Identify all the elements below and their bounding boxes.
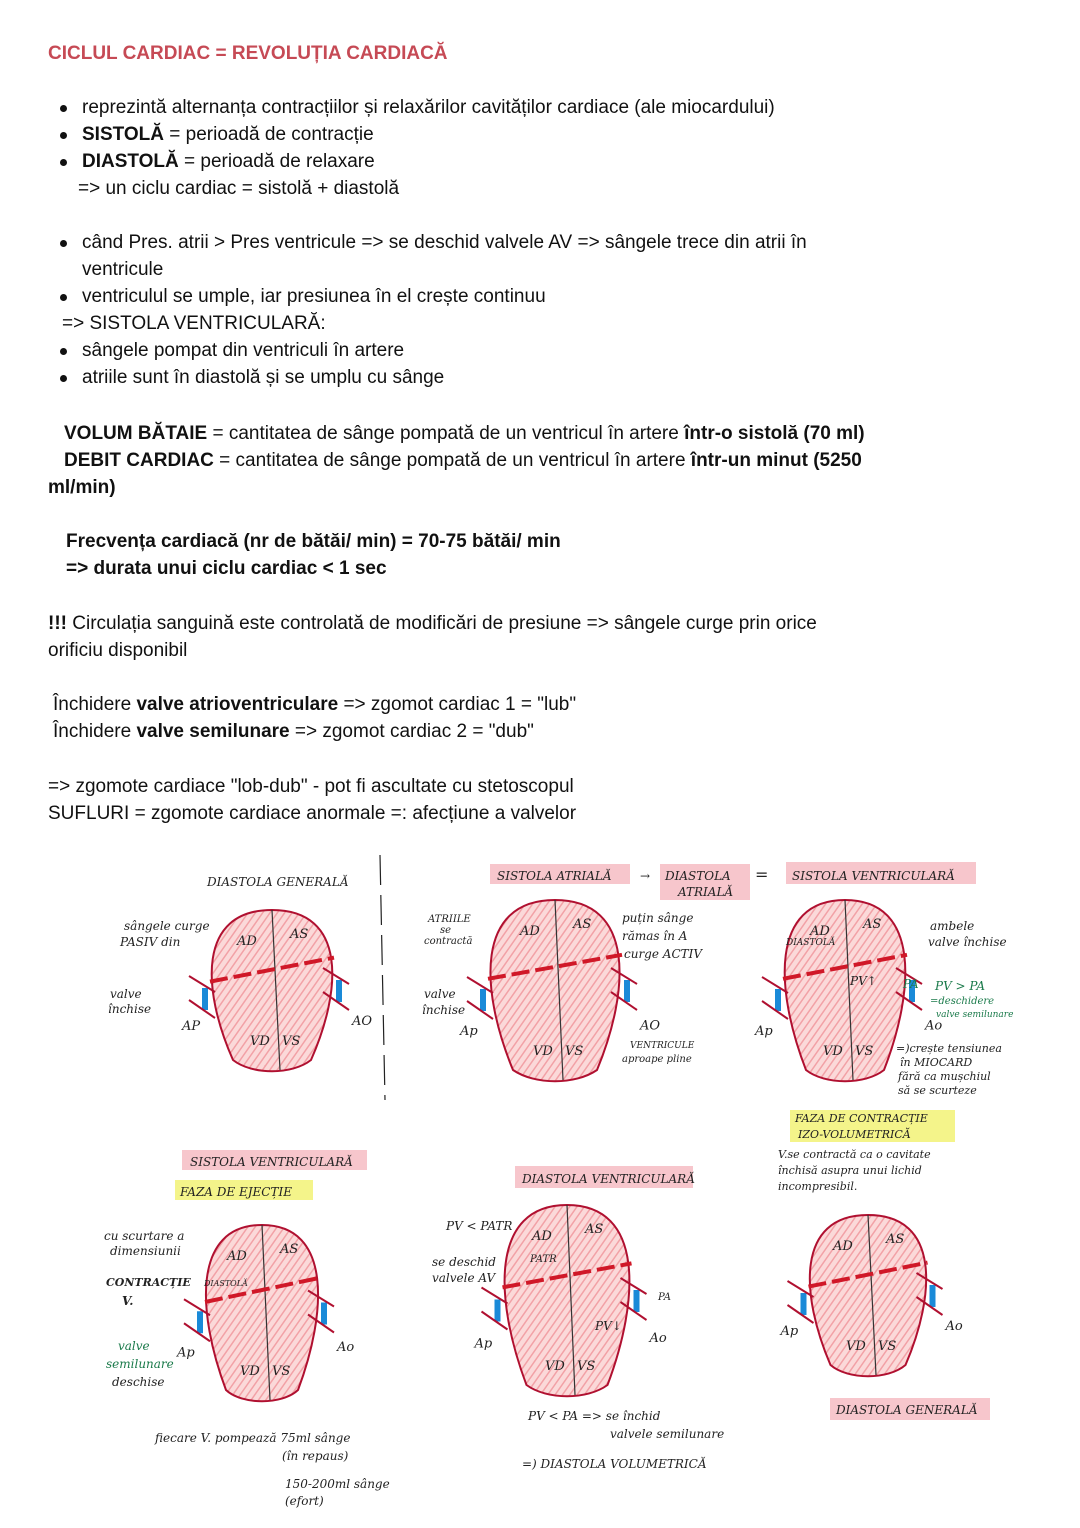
bullet-item: ventriculul se umple, iar presiunea în el crește continuu: [48, 283, 546, 310]
note: VENTRICULE: [630, 1041, 695, 1051]
svg-text:=: =: [755, 865, 769, 884]
value: ml/min): [48, 477, 116, 498]
debit-cardiac-cont: [48, 474, 116, 501]
chamber-label-vs: VS: [577, 1359, 596, 1374]
note: închisă asupra unui lichid: [778, 1164, 922, 1177]
note: valvele AV: [432, 1271, 496, 1285]
note: IZO-VOLUMETRICĂ: [798, 1128, 911, 1141]
note: (efort): [285, 1494, 324, 1508]
term: DEBIT CARDIAC: [64, 450, 214, 471]
chamber-label-as: AS: [886, 1232, 905, 1247]
chamber-label-as: AS: [290, 927, 309, 942]
heart-diagram-1: [181, 910, 372, 1071]
heart-cycle-diagrams: [0, 840, 1080, 1528]
note: PV < PATR: [446, 1219, 513, 1233]
term: DIASTOLĂ: [82, 151, 179, 172]
bullet-item: când Pres. atrii > Pres ventricule => se deschid valvele AV => sângele trece din atrii în: [48, 229, 807, 256]
note: rămas în A: [622, 929, 688, 943]
sistola-ventriculara-heading: => SISTOLA VENTRICULARĂ:: [62, 313, 326, 334]
svg-text:→: →: [640, 869, 651, 883]
note: ambele: [930, 919, 975, 933]
note: semilunare: [106, 1357, 174, 1371]
note: în MIOCARD: [900, 1056, 973, 1069]
note: DIASTOLA VENTRICULARĂ: [522, 1172, 695, 1186]
warning-mark: !!!: [48, 613, 67, 634]
note: curge ACTIV: [624, 947, 703, 961]
note: valvele semilunare: [610, 1427, 725, 1441]
chamber-label-ap: Ap: [460, 1024, 478, 1039]
durata-ciclu: => durata unui ciclu cardiac < 1 sec: [66, 558, 387, 579]
note: PATR: [530, 1254, 557, 1265]
chamber-label-ao: Ao: [945, 1319, 963, 1335]
chamber-label-ad: AD: [833, 1239, 853, 1254]
heart-diagram-6: [780, 1215, 963, 1376]
chamber-label-vd: VD: [545, 1359, 565, 1374]
cycle-definition: => un ciclu cardiac = sistolă + diastolă: [78, 178, 400, 199]
note: valve: [110, 987, 142, 1001]
chamber-label-vs: VS: [282, 1034, 301, 1049]
chamber-label-vs: VS: [878, 1339, 897, 1354]
note: fiecare V. pompează 75ml sânge: [155, 1431, 351, 1445]
divider: [380, 855, 385, 1100]
chamber-label-ad: AD: [532, 1229, 552, 1244]
note: FAZA DE EJECȚIE: [180, 1185, 292, 1199]
note: să se scurteze: [898, 1084, 977, 1097]
bullet-text: = perioadă de contracție: [164, 124, 374, 145]
text: => zgomot cardiac 1 = "lub": [338, 694, 577, 715]
page-title: CICLUL CARDIAC = REVOLUȚIA CARDIACĂ: [48, 43, 448, 64]
heart-outline: [505, 1205, 630, 1396]
note: V.se contractă ca o cavitate: [778, 1148, 931, 1161]
note: (în repaus): [282, 1449, 349, 1463]
chamber-label-vd: VD: [823, 1044, 843, 1059]
panel-2-title: [490, 862, 976, 900]
chamber-label-ad: AD: [810, 924, 830, 939]
chamber-label-ap: Ap: [474, 1336, 493, 1352]
note: sângele curge: [124, 919, 210, 933]
chamber-label-as: AS: [573, 917, 592, 932]
note: valve: [424, 987, 456, 1001]
note: 150-200ml sânge: [285, 1477, 390, 1491]
chamber-label-ad: AD: [227, 1249, 247, 1264]
note: PA: [903, 977, 919, 991]
note: se: [440, 925, 452, 936]
chamber-label-ad: AD: [520, 924, 540, 939]
chamber-label-vs: VS: [272, 1364, 291, 1379]
note: PV > PA: [935, 979, 986, 993]
note: ATRIILE: [428, 914, 471, 925]
chamber-label-vd: VD: [533, 1044, 553, 1059]
bullet-item: [48, 94, 775, 121]
note: DIASTOLA GENERALĂ: [836, 1403, 978, 1417]
heart-outline: [212, 910, 333, 1071]
svg-text:DIASTOLA GENERALĂ: DIASTOLA GENERALĂ: [207, 875, 349, 889]
heart-outline: [785, 900, 906, 1081]
bullet-text: = perioadă de relaxare: [178, 151, 375, 172]
definition: = cantitatea de sânge pompată de un ventricul în artere: [207, 423, 685, 444]
chamber-label-ap: Ap: [780, 1324, 799, 1339]
note: puțin sânge: [622, 911, 694, 925]
note: PV↑: [850, 974, 877, 988]
note: SISTOLA VENTRICULARĂ: [190, 1155, 353, 1169]
zgomot-2: [53, 718, 534, 745]
note: cu scurtare a: [104, 1229, 185, 1243]
note: PA: [658, 1292, 672, 1303]
frecventa-cardiaca: Frecvența cardiacă (nr de bătăi/ min) = 70-75 bătăi/ min: [66, 531, 561, 552]
note: închise: [422, 1003, 466, 1017]
note: incompresibil.: [778, 1180, 858, 1193]
term: VOLUM BĂTAIE: [64, 423, 208, 444]
bullet-text: reprezintă alternanța contracțiilor și relaxărilor cavităților cardiace (ale miocardului): [82, 97, 775, 118]
note: valve semilunare: [936, 1010, 1014, 1020]
zgomote-note: => zgomote cardiace "lob-dub" - pot fi ascultate cu stetoscopul: [48, 776, 574, 797]
heart-outline: [206, 1225, 318, 1401]
heart-outline: [810, 1215, 926, 1376]
bullet-continuation: ventricule: [82, 259, 164, 280]
note: aproape pline: [622, 1054, 692, 1065]
note: =deschidere: [930, 996, 995, 1007]
chamber-label-vd: VD: [846, 1339, 866, 1354]
heart-diagram-5: [474, 1205, 667, 1396]
circulatie-note-cont: orificiu disponibil: [48, 640, 188, 661]
note: valve: [118, 1339, 150, 1353]
note: fără ca mușchiul: [898, 1070, 991, 1083]
chamber-label-ao: AO: [640, 1018, 661, 1034]
note: DIASTOLĂ: [786, 938, 836, 948]
note: PV < PA => se închid: [528, 1409, 661, 1423]
svg-text:DIASTOLA: DIASTOLA: [665, 869, 731, 883]
note: CONTRACȚIE: [106, 1276, 191, 1289]
chamber-label-as: AS: [280, 1242, 299, 1257]
chamber-label-ap: Ap: [177, 1345, 195, 1361]
note: PASIV din: [120, 935, 181, 949]
chamber-label-vd: VD: [250, 1034, 270, 1049]
chamber-label-as: AS: [863, 917, 882, 932]
term: valve atrioventriculare: [136, 694, 339, 715]
text: Închidere: [53, 694, 137, 715]
sufluri-note: SUFLURI = zgomote cardiace anormale =: afecțiune a valvelor: [48, 803, 577, 824]
note: valve închise: [928, 935, 1007, 949]
value: într-o sistolă (70 ml): [684, 423, 865, 444]
bullet-item: atriile sunt în diastolă și se umplu cu sânge: [48, 364, 444, 391]
note: FAZA DE CONTRACȚIE: [795, 1112, 928, 1125]
chamber-label-vs: VS: [855, 1044, 874, 1059]
circulatie-note: [48, 610, 817, 637]
chamber-label-ap: Ap: [755, 1024, 773, 1039]
text: Închidere: [53, 721, 137, 742]
chamber-label-ad: AD: [237, 934, 257, 949]
note: =)crește tensiunea: [896, 1042, 1002, 1055]
chamber-label-vd: VD: [240, 1364, 260, 1379]
note: V.: [122, 1294, 134, 1308]
zgomot-1: [53, 691, 576, 718]
note: contractă: [424, 936, 473, 947]
bullet-item: [48, 148, 375, 175]
heart-diagram-4: [176, 1225, 354, 1401]
note: se deschid: [432, 1255, 496, 1269]
chamber-label-ao: AO: [352, 1014, 373, 1030]
note: dimensiunii: [110, 1244, 181, 1258]
svg-text:SISTOLA VENTRICULARĂ: SISTOLA VENTRICULARĂ: [792, 869, 955, 883]
panel-1-title: [206, 874, 349, 889]
heart-outline: [490, 900, 619, 1081]
chamber-label-ao: Ao: [925, 1018, 943, 1034]
chamber-label-as: AS: [585, 1222, 604, 1237]
chamber-label-vs: VS: [565, 1044, 584, 1059]
note-text: Circulația sanguină este controlată de modificări de presiune => sângele curge prin orice: [66, 613, 817, 634]
note: închise: [108, 1002, 152, 1016]
chamber-label-ao: Ao: [649, 1330, 667, 1346]
chamber-label-ap: AP: [182, 1019, 201, 1034]
svg-text:ATRIALĂ: ATRIALĂ: [678, 885, 734, 899]
volum-bataie: [64, 420, 865, 447]
debit-cardiac: [64, 447, 862, 474]
term: SISTOLĂ: [82, 124, 164, 145]
bullet-item: sângele pompat din ventriculi în artere: [48, 337, 404, 364]
value: într-un minut (5250: [690, 450, 862, 471]
text: => zgomot cardiac 2 = "dub": [289, 721, 534, 742]
definition: = cantitatea de sânge pompată de un ventricul în artere: [213, 450, 691, 471]
term: valve semilunare: [136, 721, 290, 742]
note: PV↓: [595, 1319, 622, 1333]
chamber-label-ao: Ao: [337, 1340, 355, 1355]
svg-text:SISTOLA ATRIALĂ: SISTOLA ATRIALĂ: [497, 869, 612, 883]
note: deschise: [112, 1375, 165, 1389]
note: DIASTOLĂ: [204, 1279, 248, 1288]
bullet-item: [48, 121, 374, 148]
note: =) DIASTOLA VOLUMETRICĂ: [522, 1457, 707, 1471]
